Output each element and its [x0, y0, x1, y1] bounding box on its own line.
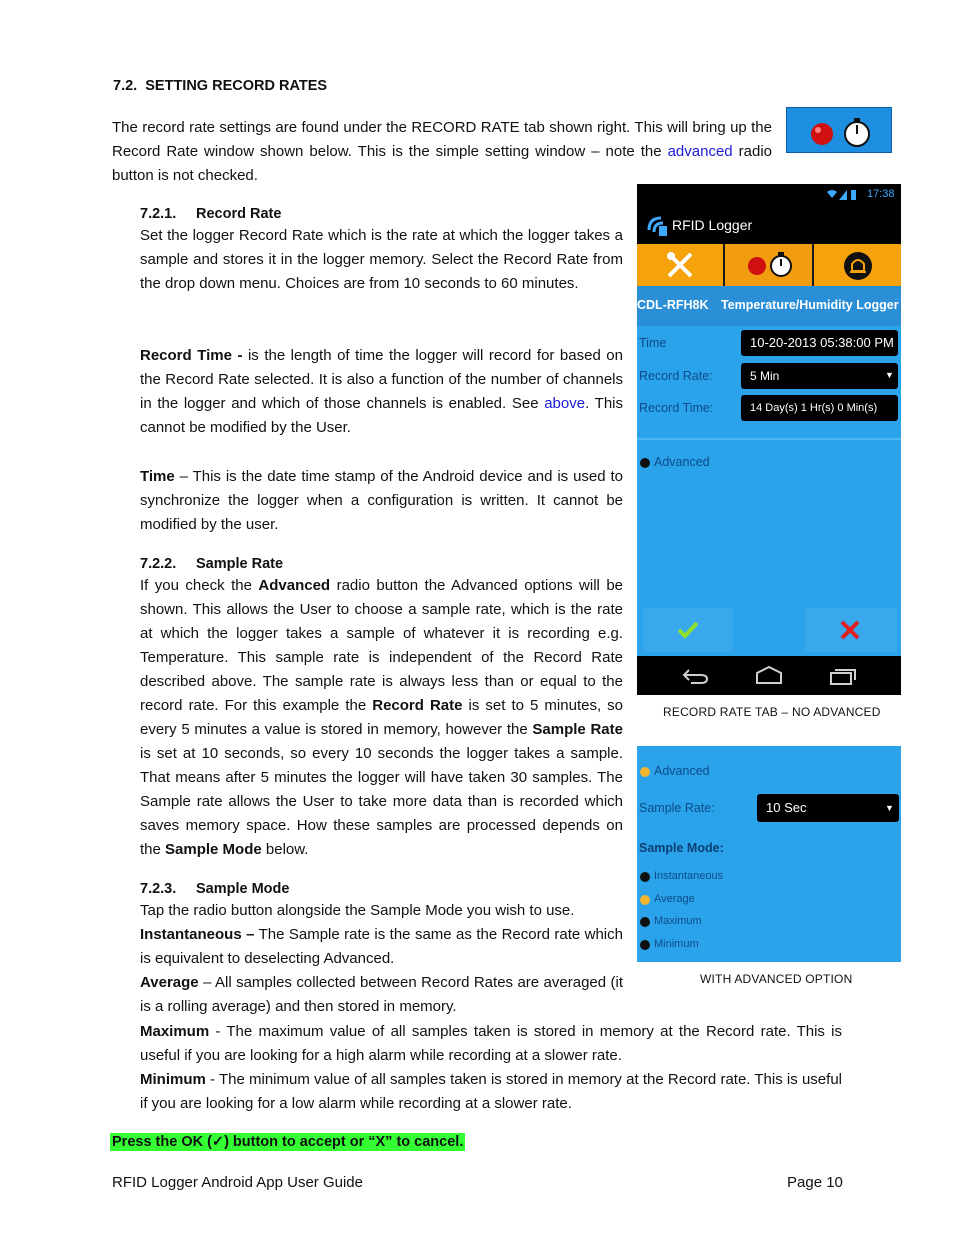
subsection-title: Record Rate: [196, 206, 282, 222]
android-nav-bar: [637, 656, 901, 695]
tab-settings[interactable]: [637, 244, 723, 286]
subsection-number: 7.2.1.: [140, 206, 177, 222]
ok-button[interactable]: [643, 608, 733, 652]
footer-title: RFID Logger Android App User Guide: [112, 1174, 363, 1191]
record-rate-paragraph: Set the logger Record Rate which is the rate at which the logger takes a sample and stores it in the logger memory. Select the Record Rate from the drop down menu. Choices are from 10 seconds to 60 minutes.: [140, 227, 623, 292]
bold-term: Sample Mode: [165, 841, 262, 858]
cancel-button[interactable]: [805, 608, 897, 652]
back-icon[interactable]: [681, 666, 709, 686]
tab-alarms[interactable]: [814, 244, 901, 286]
radio-instantaneous[interactable]: [640, 872, 650, 882]
record-time-term: Record Time -: [140, 347, 243, 364]
signal-icon: [825, 188, 861, 202]
time-label: Time: [639, 336, 667, 350]
radio-average[interactable]: [640, 895, 650, 905]
radio-maximum[interactable]: [640, 917, 650, 927]
highlight-text: Press the OK (✓) button to accept or “X” to cancel.: [112, 1134, 464, 1150]
device-type: Temperature/Humidity Logger: [721, 298, 899, 312]
record-rate-value: 5 Min: [750, 369, 780, 383]
record-rate-icons: [743, 251, 795, 279]
bold-term: Sample Rate: [532, 721, 623, 738]
page-number: Page 10: [787, 1174, 843, 1191]
radio-minimum[interactable]: [640, 940, 650, 950]
mode-average-label: Average: [654, 893, 695, 905]
check-icon: [677, 620, 699, 640]
device-id: CDL-RFH8K: [637, 298, 709, 312]
caption-advanced: WITH ADVANCED OPTION: [700, 972, 853, 986]
status-time: 17:38: [867, 188, 895, 200]
tab-record-rate[interactable]: [725, 244, 812, 289]
sample-rate-text: below.: [261, 841, 309, 858]
record-dot-icon: [748, 257, 766, 275]
sample-rate-dropdown[interactable]: [757, 794, 899, 822]
advanced-radio-checked[interactable]: [640, 767, 650, 777]
subsection-723-heading: [140, 881, 289, 897]
sample-rate-paragraph: [140, 574, 623, 862]
status-bar: [637, 184, 901, 206]
sample-rate-text: is set to 5 minutes, so every 5 minutes a value is stored in memory, however the: [140, 697, 624, 738]
advanced-label: Advanced: [654, 764, 710, 778]
dropdown-arrow-icon: ▼: [885, 803, 894, 813]
rfid-logo-icon: [645, 212, 671, 238]
minimum-term: Minimum: [140, 1071, 206, 1088]
section-title: SETTING RECORD RATES: [145, 78, 328, 94]
bold-term: Advanced: [258, 577, 331, 594]
record-rate-dropdown[interactable]: [741, 363, 898, 389]
subsection-number: 7.2.2.: [140, 556, 177, 572]
home-icon[interactable]: [755, 665, 783, 685]
sample-rate-text: radio button the Advanced options will be shown. This allows the User to choose a sample rate, which is the rate at which the logger takes a sample of whatever it is recording e.g. Temperature. This sample rate is independent of the Record Rate described above. The sample rate is always less than or equal to the record rate. For this example the: [140, 577, 624, 714]
record-time-end: . This cannot be modified by the User.: [140, 395, 623, 436]
intro-text: The record rate settings are found under the RECORD RATE tab shown right. This will bring up the Record Rate window shown below. This is the simple setting window – note the: [112, 119, 772, 160]
section-number: 7.2.: [113, 78, 138, 94]
sample-rate-text: is set at 10 seconds, so every 10 seconds the logger takes a sample. That means after 5 minutes the logger will have taken 30 samples. The Sample rate allows the User to take more data than is recorded which saves memory space. How these samples are processed depends on the: [140, 745, 623, 858]
dropdown-arrow-icon: ▼: [885, 370, 894, 380]
subsection-title: Sample Mode: [196, 881, 290, 897]
tab-bar: [637, 244, 901, 286]
advanced-label: Advanced: [654, 455, 710, 469]
ok-cancel-highlight: [110, 1133, 465, 1151]
above-link[interactable]: above: [544, 395, 586, 412]
maximum-term: Maximum: [140, 1023, 210, 1040]
mode-minimum-label: Minimum: [654, 938, 699, 950]
instantaneous-term: Instantaneous –: [140, 926, 255, 943]
tools-icon: [665, 250, 695, 280]
average-text: – All samples collected between Record Rates are averaged (it is a rolling average) and then stored in memory.: [140, 974, 623, 1015]
maximum-text: - The maximum value of all samples taken is stored in memory at the Record rate. This is useful if you are looking for a high alarm while recording at a slower rate.: [140, 1023, 842, 1064]
subsection-721-heading: [140, 206, 281, 222]
close-icon: [839, 619, 861, 641]
phone-screenshot-no-advanced: [637, 184, 901, 695]
device-line: [637, 286, 901, 326]
record-time-value: 14 Day(s) 1 Hr(s) 0 Min(s): [750, 402, 878, 414]
time-field: [741, 330, 898, 356]
average-paragraph: [140, 971, 623, 1019]
average-term: Average: [140, 974, 199, 991]
record-rate-tab-icon: [786, 107, 892, 153]
time-text: – This is the date time stamp of the Android device and is used to synchronize the logger when a configuration is written. It cannot be modified by the user.: [140, 468, 623, 533]
sample-mode-intro: Tap the radio button alongside the Sample Mode you wish to use.: [140, 902, 575, 919]
app-bar: [637, 206, 901, 244]
subsection-title: Sample Rate: [196, 556, 284, 572]
bold-term: Record Rate: [372, 697, 463, 714]
alarm-bell-icon: [842, 250, 874, 282]
record-time-label: Record Time:: [639, 401, 714, 415]
minimum-paragraph: [140, 1068, 842, 1116]
mode-instantaneous-label: Instantaneous: [654, 870, 724, 882]
time-paragraph: [140, 465, 623, 537]
time-term: Time: [140, 468, 175, 485]
subsection-number: 7.2.3.: [140, 881, 177, 897]
advanced-link[interactable]: advanced: [667, 143, 733, 160]
subsection-722-heading: [140, 556, 283, 572]
record-rate-label: Record Rate:: [639, 369, 713, 383]
maximum-paragraph: [140, 1020, 842, 1068]
intro-text-end: radio button is not checked.: [112, 143, 772, 184]
app-title: RFID Logger: [672, 217, 753, 233]
instantaneous-paragraph: [140, 923, 623, 971]
record-time-text: is the length of time the logger will record for based on the Record Rate selected. It is also a function of the number of channels in the logger and which of those channels is enabled. See: [140, 347, 623, 412]
sample-rate-text: If you check the: [140, 577, 259, 594]
caption-no-advanced: RECORD RATE TAB – NO ADVANCED: [663, 705, 881, 719]
record-time-field: [741, 395, 898, 421]
instantaneous-text: The Sample rate is the same as the Record rate which is equivalent to deselecting Advanced.: [140, 926, 623, 967]
record-dot-icon: [811, 123, 833, 145]
section-heading: [113, 78, 327, 94]
phone-screenshot-advanced: [637, 746, 901, 962]
sample-rate-label: Sample Rate:: [639, 801, 715, 815]
intro-paragraph: [112, 116, 772, 188]
minimum-text: - The minimum value of all samples taken is stored in memory at the Record rate. This is useful if you are looking for a low alarm while recording at a slower rate.: [140, 1071, 842, 1112]
advanced-radio[interactable]: [640, 458, 650, 468]
divider: [637, 438, 901, 440]
mode-maximum-label: Maximum: [654, 915, 702, 927]
time-value: 10-20-2013 05:38:00 PM: [750, 335, 894, 350]
recent-apps-icon[interactable]: [829, 666, 857, 686]
sample-mode-label: Sample Mode:: [639, 841, 724, 855]
record-time-paragraph: [140, 344, 623, 440]
sample-rate-value: 10 Sec: [766, 800, 807, 815]
